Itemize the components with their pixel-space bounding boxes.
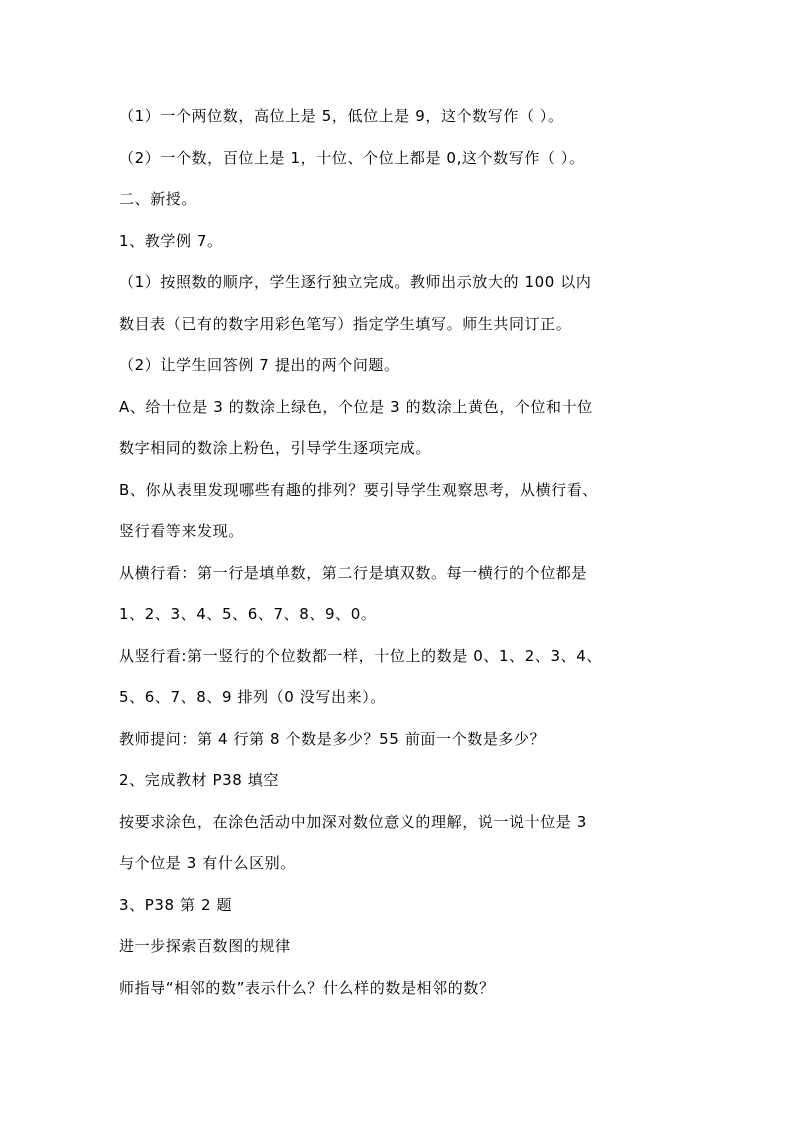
text-line: 师指导“相邻的数”表示什么？什么样的数是相邻的数？ (119, 978, 495, 997)
text-line: 教师提问：第 4 行第 8 个数是多少？55 前面一个数是多少？ (119, 729, 546, 748)
text-line: 从竖行看:第一竖行的个位数都一样，十位上的数是 0、1、2、3、4、 (119, 646, 602, 665)
text-line: （2）一个数，百位上是 1，十位、个位上都是 0,这个数写作（ ）。 (119, 148, 585, 167)
text-line: 按要求涂色，在涂色活动中加深对数位意义的理解，说一说十位是 3 (119, 812, 587, 831)
text-line: B、你从表里发现哪些有趣的排列？要引导学生观察思考，从横行看、 (119, 480, 598, 499)
subsection-heading: 1、教学例 7。 (119, 231, 223, 250)
text-line: A、给十位是 3 的数涂上绿色，个位是 3 的数涂上黄色，个位和十位 (119, 397, 593, 416)
text-line: 与个位是 3 有什么区别。 (119, 854, 296, 872)
subsection-heading: 2、完成教材 P38 填空 (119, 771, 280, 789)
subsection-heading: 3、P38 第 2 题 (119, 895, 233, 914)
text-line: （1）一个两位数，高位上是 5，低位上是 9，这个数写作（ ）。 (119, 107, 564, 125)
section-heading: 二、新授。 (119, 190, 198, 208)
text-line: 数目表（已有的数字用彩色笔写）指定学生填写。师生共同订正。 (119, 314, 572, 333)
text-line: （2）让学生回答例 7 提出的两个问题。 (119, 356, 400, 374)
text-line: 5、6、7、8、9 排列（0 没写出来）。 (119, 688, 386, 706)
text-line: 进一步探索百数图的规律 (119, 937, 291, 955)
text-line: （1）按照数的顺序，学生逐行独立完成。教师出示放大的 100 以内 (119, 273, 592, 291)
document-body (119, 101, 679, 1014)
text-line: 1、2、3、4、5、6、7、8、9、0。 (119, 605, 377, 623)
text-line: 从横行看：第一行是填单数，第二行是填双数。每一横行的个位都是 (119, 563, 588, 582)
text-line: 数字相同的数涂上粉色，引导学生逐项完成。 (119, 439, 432, 457)
text-line: 竖行看等来发现。 (119, 522, 244, 540)
